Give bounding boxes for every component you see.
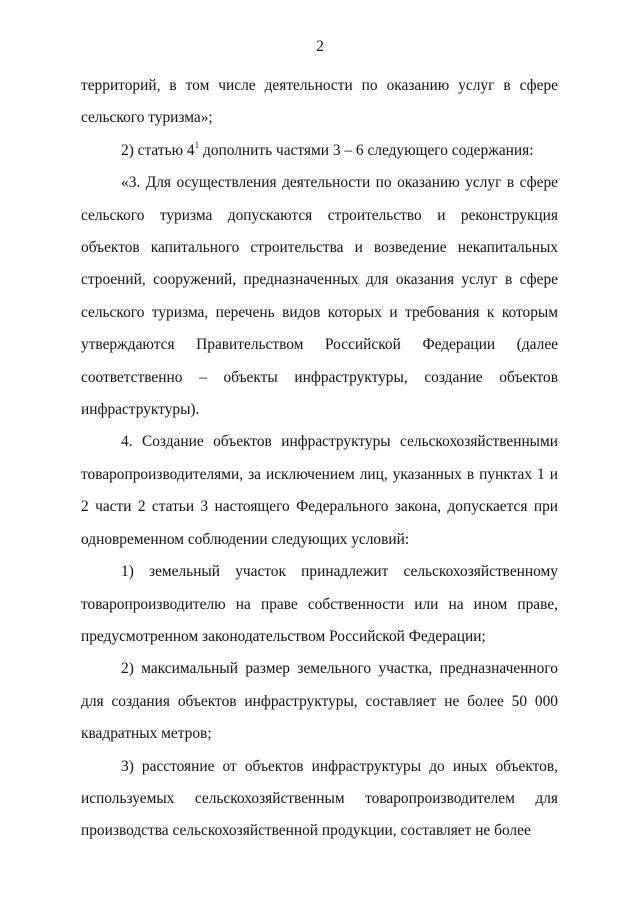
paragraph-article-amendment (81, 135, 558, 167)
paragraph-continuation: территорий, в том числе деятельности по оказанию услуг в сфере сельского туризма»; (81, 77, 558, 127)
paragraph-part-3: «3. Для осуществления деятельности по оказанию услуг в сфере сельского туризма допускаются строительство и реконструкция объектов капитального строительства и возведение некапитальных строений, сооружений, предназначенных для оказания услуг в сфере сельского туризма, перечень видов которых и требования к которым утверждаются Правительством Российской Федерации (далее соответственно – объекты инфраструктуры, создание объектов инфраструктуры). (81, 174, 558, 419)
paragraph-condition-2: 2) максимальный размер земельного участка, предназначенного для создания объектов инфраструктуры, составляет не более 50 000 квадратных метров; (81, 660, 558, 743)
document-body (81, 70, 558, 848)
paragraph-article-amendment-rest: дополнить частями 3 – 6 следующего содержания: (199, 141, 534, 159)
paragraph-condition-1: 1) земельный участок принадлежит сельскохозяйственному товаропроизводителю на праве собственности или на ином праве, предусмотренном законодательством Российской Федерации; (81, 563, 558, 645)
page-number: 2 (316, 38, 324, 55)
article-superscript: 1 (194, 139, 200, 150)
paragraph-part-4: 4. Создание объектов инфраструктуры сельскохозяйственными товаропроизводителями, за исключением лиц, указанных в пунктах 1 и 2 части 2 статьи 3 настоящего Федерального закона, допускается при одновременном соблюдении следующих условий: (81, 433, 558, 548)
paragraph-article-amendment-text: 2) статью 4 (121, 141, 195, 159)
paragraph-condition-3: 3) расстояние от объектов инфраструктуры до иных объектов, используемых сельскохозяйственным товаропроизводителем для производства сельскохозяйственной продукции, составляет не более (81, 757, 558, 840)
